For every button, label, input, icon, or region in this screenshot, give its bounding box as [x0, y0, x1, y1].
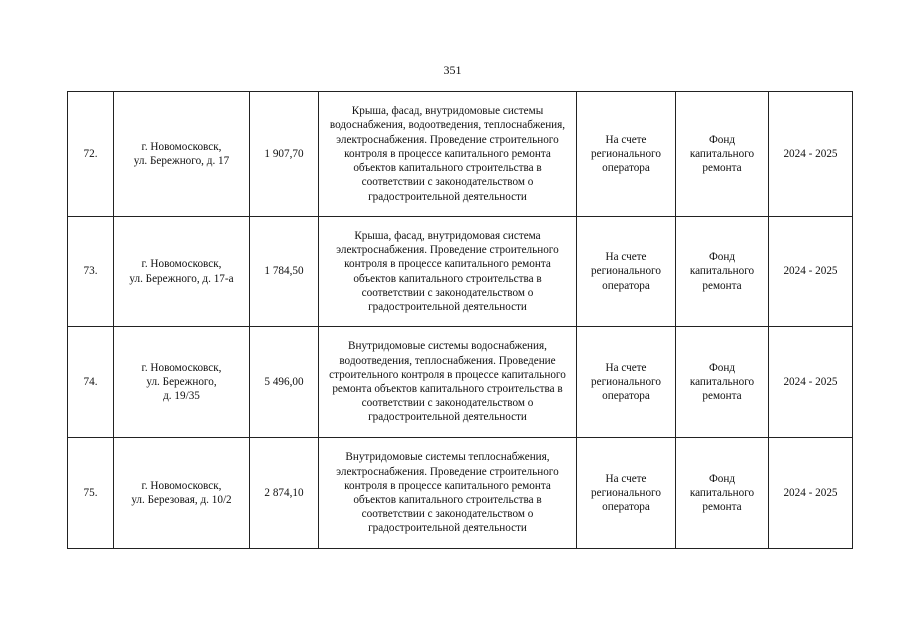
row-number: 72. [68, 92, 114, 217]
row-number: 74. [68, 327, 114, 438]
row-number: 73. [68, 217, 114, 327]
works-description-cell: Внутридомовые системы теплоснабжения, электроснабжения. Проведение строительного контроля в процессе капитального ремонта объектов капитального строительства в соответствии с законодательством о градостроительной деятельности [319, 438, 577, 549]
address-cell: г. Новомосковск, ул. Березовая, д. 10/2 [114, 438, 250, 549]
period-cell: 2024 - 2025 [769, 327, 853, 438]
works-description-cell: Крыша, фасад, внутридомовые системы водоснабжения, водоотведения, теплоснабжения, электроснабжения. Проведение строительного контроля в процессе капитального ремонта объектов капитального строительства в соответствии с законодательством о градостроительной деятельности [319, 92, 577, 217]
page-number: 351 [443, 63, 462, 77]
table-row [68, 438, 853, 549]
account-cell: На счете регионального оператора [577, 217, 676, 327]
table-row [68, 217, 853, 327]
area-cell: 5 496,00 [250, 327, 319, 438]
account-cell: На счете регионального оператора [577, 438, 676, 549]
address-cell: г. Новомосковск, ул. Бережного, д. 19/35 [114, 327, 250, 438]
area-cell: 1 784,50 [250, 217, 319, 327]
account-cell: На счете регионального оператора [577, 327, 676, 438]
table-row [68, 92, 853, 217]
address-cell: г. Новомосковск, ул. Бережного, д. 17 [114, 92, 250, 217]
area-cell: 2 874,10 [250, 438, 319, 549]
address-cell: г. Новомосковск, ул. Бережного, д. 17-а [114, 217, 250, 327]
table-row [68, 327, 853, 438]
area-cell: 1 907,70 [250, 92, 319, 217]
funding-source-cell: Фонд капитального ремонта [676, 327, 769, 438]
repair-works-table [67, 91, 853, 549]
works-description-cell: Внутридомовые системы водоснабжения, водоотведения, теплоснабжения. Проведение строительного контроля в процессе капитального ремонта объектов капитального строительства в соответствии с законодательством о градостроительной деятельности [319, 327, 577, 438]
funding-source-cell: Фонд капитального ремонта [676, 217, 769, 327]
row-number: 75. [68, 438, 114, 549]
period-cell: 2024 - 2025 [769, 92, 853, 217]
period-cell: 2024 - 2025 [769, 438, 853, 549]
period-cell: 2024 - 2025 [769, 217, 853, 327]
funding-source-cell: Фонд капитального ремонта [676, 92, 769, 217]
account-cell: На счете регионального оператора [577, 92, 676, 217]
works-description-cell: Крыша, фасад, внутридомовая система электроснабжения. Проведение строительного контроля в процессе капитального ремонта объектов капитального строительства в соответствии с законодательством о градостроительной деятельности [319, 217, 577, 327]
funding-source-cell: Фонд капитального ремонта [676, 438, 769, 549]
